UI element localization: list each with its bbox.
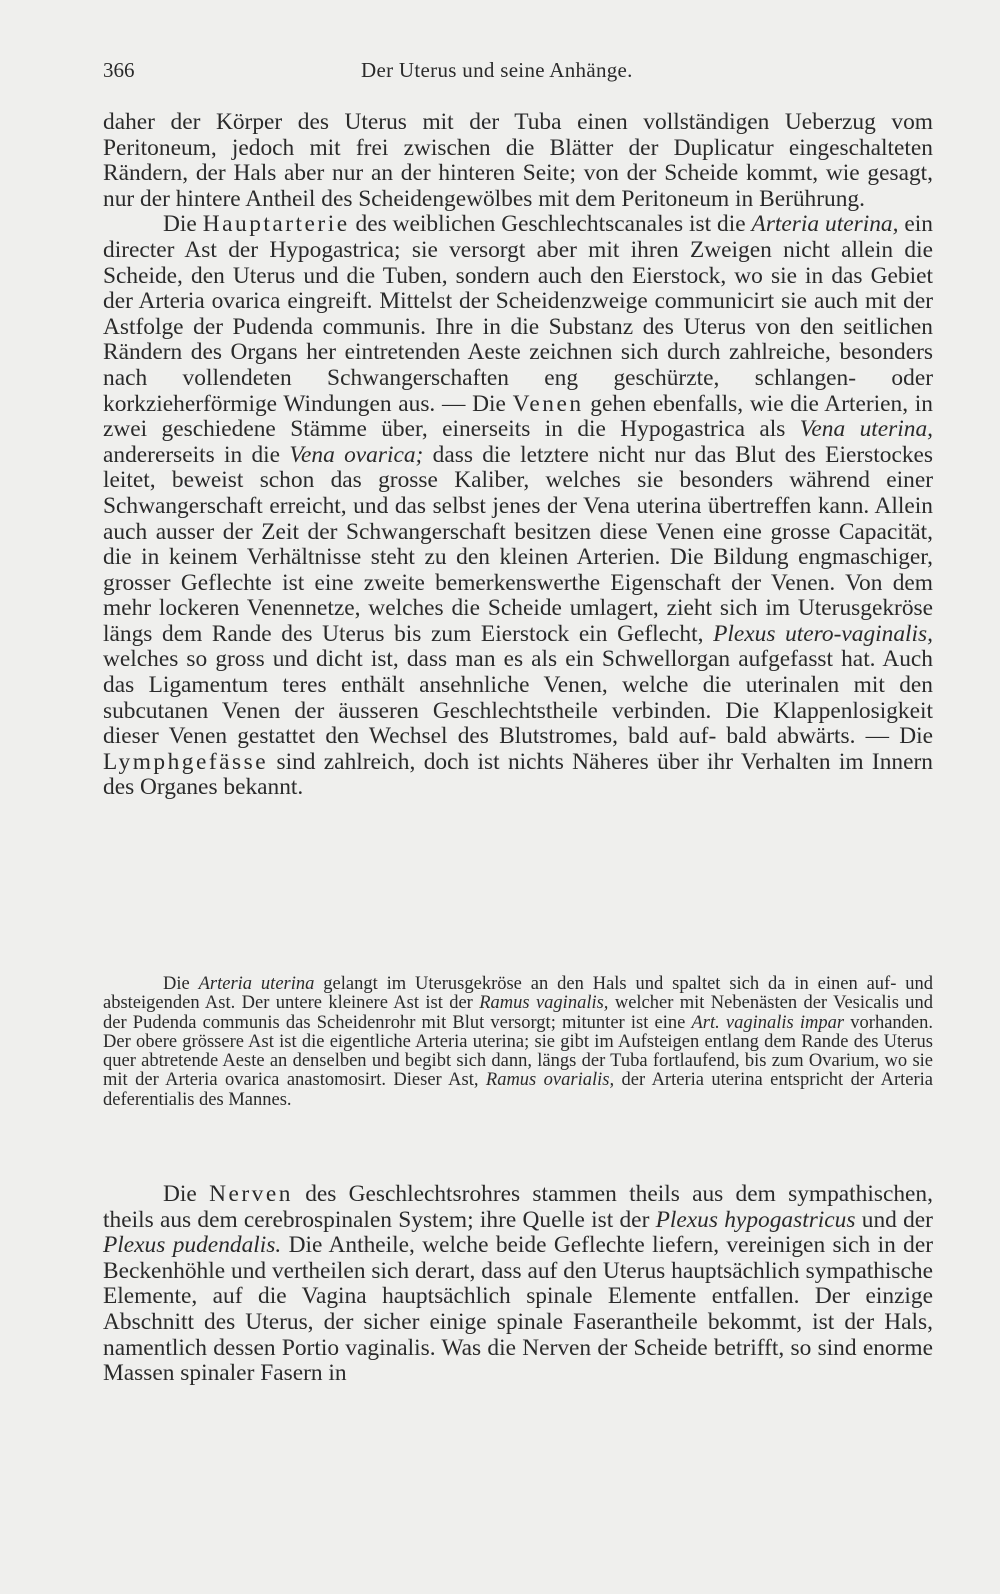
text-segment: andererseits in die [103,441,281,468]
term-nerven: Nerven [209,1181,293,1207]
nerves-section [103,1182,933,1387]
text-segment: sind zahlreich, doch ist nichts Näheres über ihr Verhalten im Innern des Organes bekannt. [103,748,933,801]
text-segment: Die Antheile, welche beide Geflechte liefern, vereinigen sich in der Beckenhöhle und vertheilen sich derart, dass auf den Uterus hauptsächlich sympathische Elemente, auf die Vagina hauptsächlich spinale Elemente entfallen. Der einzige Abschnitt des Uterus, der sicher einige spinale Faserantheile bekommt, ist der Hals, namentlich dessen Portio vaginalis. Was die Nerven der Scheide betrifft, so sind enorme Massen spinaler Fasern in [103,1232,934,1387]
term-ramus-vaginalis: Ramus vaginalis, [479,993,609,1014]
footnote-paragraph [103,975,933,1110]
text-segment: ein directer Ast der Hypogastrica; sie versorgt aber mit ihren Zweigen nicht allein die Scheide, den Uterus und die Tuben, sondern auch den Eierstock, wo sie in das Gebiet der Arteria ovarica eingreift. Mittelst der Scheidenzweige communicirt sie auch mit der Astfolge der Pudenda communis. Ihre in die Substanz des Uterus von den seitlichen Rändern des Organs her eintretenden Aeste zeichnen sich durch zahlreiche, besonders nach vollendeten Schwangerschaften eng geschürzte, schlangen- oder korkzieherförmige Windungen aus. — Die [103,211,933,417]
running-header [103,58,919,94]
footnote [103,975,933,1110]
term-plexus-hypogastricus: Plexus hypogastricus [655,1206,856,1233]
paragraph-nerves [103,1182,933,1387]
text-segment: welcher mit Nebenästen der Vesicalis und der Pudenda communis das Scheidenrohr mit Blut versorgt; mitunter ist eine [103,993,934,1033]
text-segment: gelangt im Uterusgekröse an den Hals und spaltet sich da in einen auf- und absteigenden Ast. Der untere kleinere Ast ist der [103,974,934,1014]
term-plexus-uterovaginalis: Plexus utero-vaginalis, [713,620,933,647]
term-plexus-pudendalis: Plexus pudendalis. [103,1232,282,1259]
term-ramus-ovarialis: Ramus ovarialis, [485,1070,615,1091]
text-segment: des weiblichen Geschlechtscanales ist die [355,211,746,238]
running-title: Der Uterus und seine Anhänge. [361,58,633,82]
paragraph-peritoneum: daher der Körper des Uterus mit der Tuba einen vollständigen Ueberzug vom Peritoneum, jedoch mit frei zwischen die Blätter der Duplicatur eingeschalteten Rändern, der Hals aber nur an der hinteren Seite; von der Scheide kommt, wie gesagt, nur der hintere Antheil des Scheidengewölbes mit dem Peritoneum in Berührung. [103,109,933,212]
text-segment: des Geschlechtsrohres stammen theils aus dem sympathischen, theils aus dem cerebrospinalen System; ihre Quelle ist der [103,1181,933,1233]
main-text [103,110,933,801]
text-segment: der Arteria uterina entspricht der Arteria deferentialis des Mannes. [103,1070,933,1110]
term-venen: Venen [512,390,584,417]
term-art-vaginalis-impar: Art. vaginalis impar [691,1012,845,1033]
text-segment: vorhanden. Der obere grössere Ast ist die eigentliche Arteria uterina; sie gibt im Aufsteigen entlang dem Rande des Uterus quer abtretende Aeste an denselben und begibt sich dann, längs der Tuba fortlaufend, bis zum Ovarium, wo sie mit der Arteria ovarica anastomosirt. Dieser Ast, [103,1012,934,1091]
text-segment: welches so gross und dicht ist, dass man es als ein Schwellorgan aufgefasst hat. Auch das Ligamentum teres enthält ansehnliche Venen, welche die uterinalen mit den subcutanen Venen der äusseren Geschlechtstheile verbinden. Die Klappenlosigkeit dieser Venen gestattet den Wechsel des Blutstromes, bald auf- bald abwärts. — Die [103,646,933,750]
term-vena-ovarica: Vena ovarica; [289,441,424,468]
term-hauptarterie: Hauptarterie [202,211,350,238]
text-segment: dass die letztere nicht nur das Blut des Eierstockes leitet, beweist schon das grosse Kaliber, welches sie besonders während einer Schwangerschaft erreicht, und das selbst jenes der Vena uterina übertreffen kann. Allein auch ausser der Zeit der Schwangerschaft besitzen diese Venen eine grosse Capacität, die in keinem Verhältnisse steht zu den kleinen Arterien. Die Bildung engmaschiger, grosser Geflechte ist eine zweite bemerkenswerthe Eigenschaft der Venen. Von dem mehr lockeren Venennetze, welches die Scheide umlagert, zieht sich im Uterusgekröse längs dem Rande des Uterus bis zum Eierstock ein Geflecht, [103,441,934,647]
paragraph-vessels [103,212,933,801]
term-arteria-uterina: Arteria uterina [198,974,315,994]
term-vena-uterina: Vena uterina, [799,416,933,443]
page-number: 366 [103,58,135,82]
term-arteria-uterina: Arteria uterina, [751,211,899,238]
text-segment: Die [163,974,190,994]
text-segment: Die [163,211,197,238]
text-segment: und der [861,1206,933,1233]
term-lymphgefaesse: Lymphgefässe [103,748,269,775]
text-segment: gehen ebenfalls, wie die Arterien, in zwei geschiedene Stämme über, einerseits in die Hypogastrica als [103,390,933,443]
text-segment: Die [163,1181,197,1207]
